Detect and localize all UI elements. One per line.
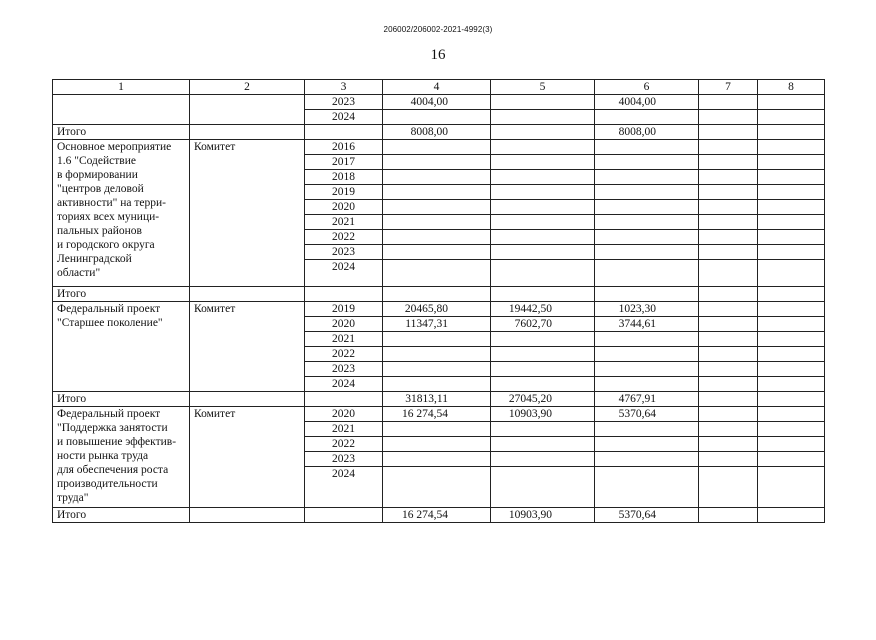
page-number: 16	[430, 47, 446, 63]
empty-cell	[383, 140, 491, 155]
empty-cell	[699, 302, 758, 317]
column-header: 6	[595, 80, 699, 95]
empty-cell	[758, 245, 825, 260]
federal-value	[491, 125, 595, 140]
empty-cell	[491, 377, 595, 392]
table-row	[53, 95, 825, 110]
empty-cell	[699, 170, 758, 185]
empty-cell	[758, 347, 825, 362]
empty-cell	[491, 347, 595, 362]
empty-cell	[699, 245, 758, 260]
empty-cell	[383, 452, 491, 467]
total-value: 31813,11	[383, 392, 491, 407]
empty-cell	[758, 155, 825, 170]
empty-cell	[699, 260, 758, 287]
regional-value: 5370,64	[595, 508, 699, 523]
empty-cell	[595, 332, 699, 347]
total-value: 16 274,54	[383, 508, 491, 523]
empty-cell	[190, 125, 305, 140]
empty-cell	[758, 260, 825, 287]
empty-cell	[491, 332, 595, 347]
empty-cell	[491, 200, 595, 215]
year-cell: 2022	[305, 347, 383, 362]
executor-name: Комитет	[190, 302, 305, 392]
year-cell: 2018	[305, 170, 383, 185]
empty-cell	[595, 200, 699, 215]
year-cell: 2021	[305, 332, 383, 347]
empty-cell	[383, 215, 491, 230]
empty-cell	[595, 185, 699, 200]
year-cell: 2023	[305, 245, 383, 260]
empty-cell	[305, 287, 383, 302]
empty-cell	[595, 170, 699, 185]
activity-name: Основное мероприятие 1.6 "Содействие в формировании "центров деловой активности" на терри- ториях всех муници- пальных районов и городского округа Ленинградской области"	[53, 140, 190, 287]
empty-cell	[595, 362, 699, 377]
year-cell: 2020	[305, 200, 383, 215]
regional-value: 8008,00	[595, 125, 699, 140]
total-value: 16 274,54	[383, 407, 491, 422]
year-cell: 2019	[305, 302, 383, 317]
column-header: 5	[491, 80, 595, 95]
empty-cell	[305, 508, 383, 523]
empty-cell	[699, 287, 758, 302]
empty-cell	[383, 362, 491, 377]
empty-cell	[699, 95, 758, 110]
empty-cell	[699, 362, 758, 377]
empty-cell	[758, 508, 825, 523]
empty-cell	[758, 467, 825, 508]
empty-cell	[595, 215, 699, 230]
empty-cell	[699, 467, 758, 508]
empty-cell	[758, 332, 825, 347]
empty-cell	[383, 110, 491, 125]
document-id: 206002/206002-2021-4992(3)	[383, 25, 493, 34]
empty-cell	[699, 452, 758, 467]
empty-cell	[758, 125, 825, 140]
empty-cell	[758, 110, 825, 125]
column-header: 7	[699, 80, 758, 95]
empty-cell	[699, 317, 758, 332]
empty-cell	[758, 452, 825, 467]
empty-cell	[190, 287, 305, 302]
total-value: 8008,00	[383, 125, 491, 140]
empty-cell	[758, 170, 825, 185]
column-header: 1	[53, 80, 190, 95]
column-header: 8	[758, 80, 825, 95]
federal-value: 19442,50	[491, 302, 595, 317]
regional-value: 4004,00	[595, 95, 699, 110]
empty-cell	[491, 215, 595, 230]
empty-cell	[699, 215, 758, 230]
total-row	[53, 508, 825, 523]
empty-cell	[491, 170, 595, 185]
total-row	[53, 287, 825, 302]
empty-cell	[595, 260, 699, 287]
empty-cell	[383, 347, 491, 362]
year-cell: 2021	[305, 215, 383, 230]
total-label: Итого	[53, 508, 190, 523]
year-cell: 2020	[305, 317, 383, 332]
regional-value: 5370,64	[595, 407, 699, 422]
empty-cell	[383, 230, 491, 245]
year-cell: 2022	[305, 230, 383, 245]
empty-cell	[491, 230, 595, 245]
empty-cell	[758, 200, 825, 215]
empty-cell	[758, 230, 825, 245]
regional-value: 1023,30	[595, 302, 699, 317]
empty-cell	[699, 155, 758, 170]
empty-cell	[699, 125, 758, 140]
federal-value	[491, 95, 595, 110]
budget-table	[52, 79, 825, 523]
empty-cell	[383, 422, 491, 437]
empty-cell	[758, 362, 825, 377]
empty-cell	[758, 392, 825, 407]
executor-name: Комитет	[190, 140, 305, 287]
empty-cell	[383, 170, 491, 185]
empty-cell	[758, 287, 825, 302]
total-label: Итого	[53, 125, 190, 140]
empty-cell	[595, 155, 699, 170]
empty-cell	[595, 140, 699, 155]
project-name: Федеральный проект "Поддержка занятости и повышение эффектив- ности рынка труда для обеспечения роста производительности труда"	[53, 407, 190, 508]
year-cell: 2023	[305, 362, 383, 377]
empty-cell	[699, 332, 758, 347]
federal-value: 10903,90	[491, 508, 595, 523]
empty-cell	[699, 347, 758, 362]
year-cell: 2021	[305, 422, 383, 437]
empty-cell	[305, 125, 383, 140]
empty-cell	[383, 185, 491, 200]
regional-value: 4767,91	[595, 392, 699, 407]
empty-cell	[491, 452, 595, 467]
empty-cell	[595, 467, 699, 508]
federal-value: 7602,70	[491, 317, 595, 332]
empty-cell	[491, 467, 595, 508]
empty-cell	[491, 260, 595, 287]
empty-cell	[383, 200, 491, 215]
empty-cell	[699, 508, 758, 523]
empty-cell	[190, 392, 305, 407]
regional-value: 3744,61	[595, 317, 699, 332]
empty-cell	[491, 110, 595, 125]
empty-cell	[758, 437, 825, 452]
empty-cell	[699, 200, 758, 215]
empty-cell	[491, 437, 595, 452]
empty-cell	[491, 362, 595, 377]
empty-cell	[699, 110, 758, 125]
empty-cell	[758, 95, 825, 110]
activity-cell	[53, 95, 190, 125]
table-header-row	[53, 80, 825, 95]
empty-cell	[595, 347, 699, 362]
total-value: 11347,31	[383, 317, 491, 332]
year-cell: 2024	[305, 110, 383, 125]
executor-cell	[190, 95, 305, 125]
column-header: 2	[190, 80, 305, 95]
empty-cell	[383, 155, 491, 170]
empty-cell	[758, 377, 825, 392]
year-cell: 2022	[305, 437, 383, 452]
empty-cell	[699, 422, 758, 437]
empty-cell	[595, 230, 699, 245]
total-value: 20465,80	[383, 302, 491, 317]
empty-cell	[699, 230, 758, 245]
table-row	[53, 140, 825, 155]
empty-cell	[699, 407, 758, 422]
empty-cell	[699, 185, 758, 200]
total-label: Итого	[53, 287, 190, 302]
empty-cell	[383, 437, 491, 452]
empty-cell	[758, 422, 825, 437]
empty-cell	[758, 302, 825, 317]
year-cell: 2016	[305, 140, 383, 155]
executor-name: Комитет	[190, 407, 305, 508]
total-row	[53, 392, 825, 407]
table-row	[53, 302, 825, 317]
empty-cell	[383, 260, 491, 287]
empty-cell	[491, 422, 595, 437]
year-cell: 2024	[305, 467, 383, 508]
column-header: 4	[383, 80, 491, 95]
year-cell: 2019	[305, 185, 383, 200]
empty-cell	[758, 317, 825, 332]
year-cell: 2020	[305, 407, 383, 422]
empty-cell	[595, 422, 699, 437]
year-cell: 2024	[305, 377, 383, 392]
empty-cell	[758, 185, 825, 200]
empty-cell	[699, 377, 758, 392]
empty-cell	[190, 508, 305, 523]
project-name: Федеральный проект "Старшее поколение"	[53, 302, 190, 392]
empty-cell	[699, 140, 758, 155]
total-value: 4004,00	[383, 95, 491, 110]
empty-cell	[383, 287, 491, 302]
empty-cell	[383, 332, 491, 347]
empty-cell	[699, 437, 758, 452]
empty-cell	[758, 215, 825, 230]
federal-value: 10903,90	[491, 407, 595, 422]
empty-cell	[758, 407, 825, 422]
empty-cell	[699, 392, 758, 407]
empty-cell	[491, 185, 595, 200]
empty-cell	[383, 467, 491, 508]
year-cell: 2023	[305, 95, 383, 110]
empty-cell	[595, 110, 699, 125]
column-header: 3	[305, 80, 383, 95]
empty-cell	[595, 452, 699, 467]
empty-cell	[595, 377, 699, 392]
year-cell: 2024	[305, 260, 383, 287]
empty-cell	[305, 392, 383, 407]
empty-cell	[491, 155, 595, 170]
total-row	[53, 125, 825, 140]
empty-cell	[491, 287, 595, 302]
table-row	[53, 407, 825, 422]
federal-value: 27045,20	[491, 392, 595, 407]
empty-cell	[383, 377, 491, 392]
empty-cell	[491, 245, 595, 260]
empty-cell	[595, 437, 699, 452]
empty-cell	[491, 140, 595, 155]
empty-cell	[383, 245, 491, 260]
year-cell: 2023	[305, 452, 383, 467]
total-label: Итого	[53, 392, 190, 407]
empty-cell	[595, 287, 699, 302]
empty-cell	[758, 140, 825, 155]
year-cell: 2017	[305, 155, 383, 170]
empty-cell	[595, 245, 699, 260]
